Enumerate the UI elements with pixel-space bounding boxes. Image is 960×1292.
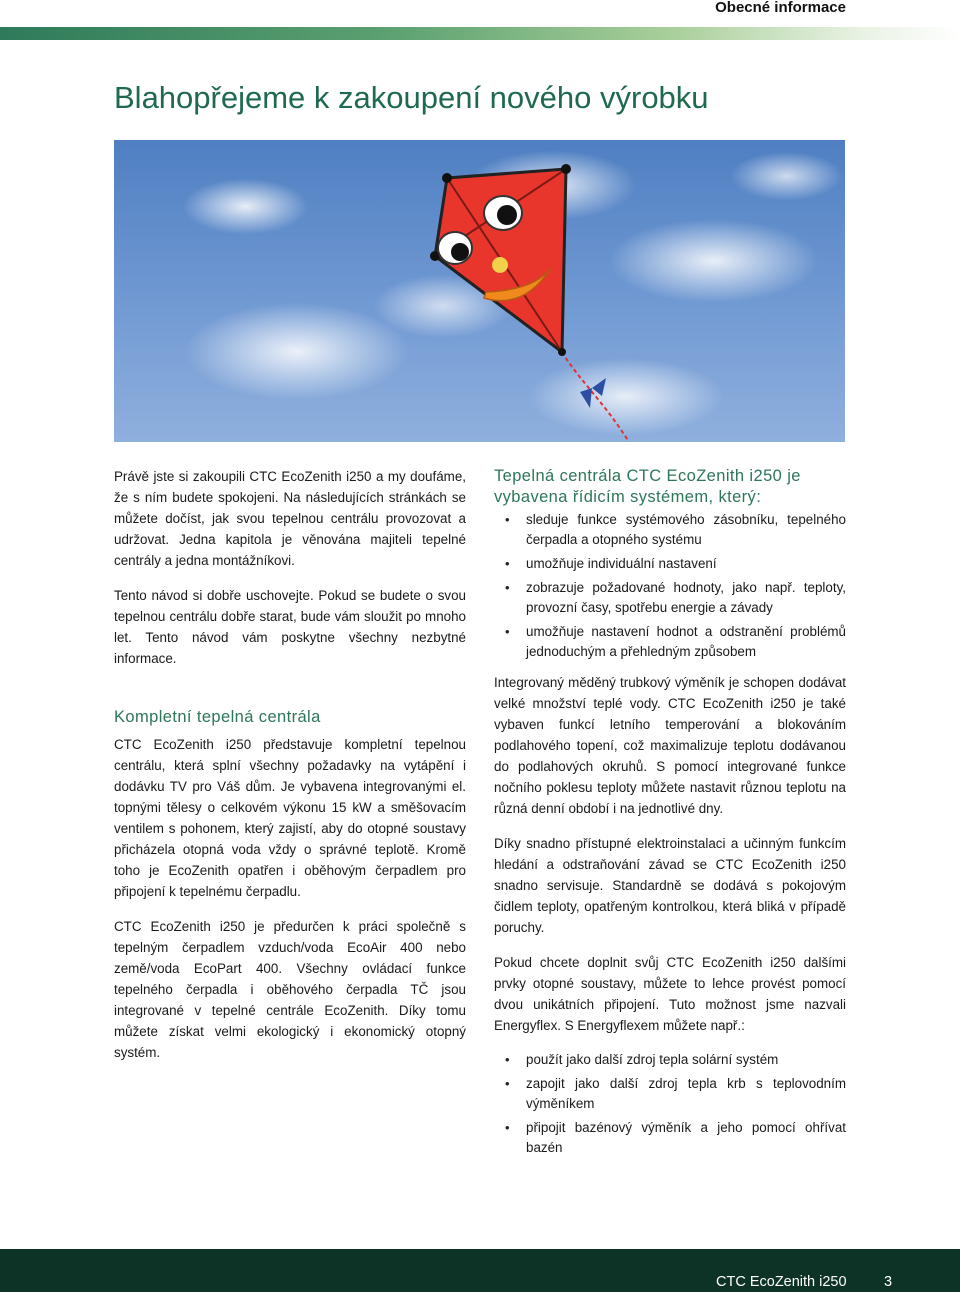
section-label: Obecné informace bbox=[715, 0, 846, 16]
right-column bbox=[494, 466, 846, 1168]
page-title: Blahopřejeme k zakoupení nového výrobku bbox=[114, 80, 709, 115]
list-item: • zobrazuje požadované hodnoty, jako např. teploty, provozní časy, spotřebu energie a závady bbox=[494, 578, 846, 618]
body-paragraph: Integrovaný měděný trubkový výměník je schopen dodávat velké množství teplé vody. CTC EcoZenith i250 je také vybaven funkcí letního temperování a blokováním podlahového topení, což maximalizuje teplotu dodávanou do podlahových okruhů. S pomocí integrované funkce nočního poklesu teploty můžete nastavit různou teplotu na různá denní období i na jednotlivé dny. bbox=[494, 675, 846, 816]
section-heading: Tepelná centrála CTC EcoZenith i250 je vybavena řídicím systémem, který: bbox=[494, 467, 801, 506]
header-gradient-bar bbox=[0, 27, 960, 40]
list-item: • umožňuje nastavení hodnot a odstranění problémů jednoduchým a přehledným způsobem bbox=[494, 622, 846, 662]
energyflex-list bbox=[494, 1050, 846, 1158]
footer-product-name: CTC EcoZenith i250 bbox=[716, 1274, 847, 1290]
body-paragraph: Díky snadno přístupné elektroinstalaci a učinným funkcím hledání a odstraňování závad se CTC EcoZenith i250 snadno servisuje. Standardně se dodává s pokojovým čidlem teploty, opatřeným kontrolkou, která bliká v případě poruchy. bbox=[494, 836, 846, 935]
list-item: • zapojit jako další zdroj tepla krb s teplovodním výměníkem bbox=[494, 1074, 846, 1114]
list-item: • použít jako další zdroj tepla solární systém bbox=[494, 1050, 846, 1070]
kite-icon bbox=[114, 140, 845, 442]
list-item: • sleduje funkce systémového zásobníku, tepelného čerpadla a otopného systému bbox=[494, 510, 846, 550]
intro-paragraph: Tento návod si dobře uschovejte. Pokud se budete o svou tepelnou centrálu dobře starat, bude vám sloužit po mnoho let. Tento návod vám poskytne všechny nezbytné informace. bbox=[114, 588, 466, 666]
page-number: 3 bbox=[884, 1274, 893, 1290]
control-features-list bbox=[494, 510, 846, 662]
left-column bbox=[114, 466, 466, 1077]
body-paragraph: Pokud chcete doplnit svůj CTC EcoZenith i250 dalšími prvky otopné soustavy, můžete to lehce provést pomocí dvou unikátních připojení. Tuto možnost jsme nazvali Energyflex. S Energyflexem můžete např.: bbox=[494, 955, 846, 1033]
section-paragraph: CTC EcoZenith i250 představuje kompletní tepelnou centrálu, která splní všechny požadavky na vytápění i dodávku TV pro Váš dům. Je vybavena integrovanými el. topnými tělesy o celkovém výkonu 15 kW a směšovacím ventilem s pohonem, který zajistí, aby do otopné soustavy přicházela otopná voda vždy o správné teplotě. Kromě toho je EcoZenith opatřen i oběhovým čerpadlem pro připojení k tepelnému čerpadlu. bbox=[114, 737, 466, 899]
kite-photo bbox=[114, 140, 845, 442]
section-paragraph: CTC EcoZenith i250 je předurčen k práci společně s tepelným čerpadlem vzduch/voda EcoAir 400 nebo země/voda EcoPart 400. Všechny ovládací funkce tepelného čerpadla i oběhového čerpadla TČ jsou integrované v tepelné centrále EcoZenith. Díky tomu můžete získat velmi ekologický i ekonomický otopný systém. bbox=[114, 919, 466, 1060]
list-item: • umožňuje individuální nastavení bbox=[494, 554, 846, 574]
list-item: • připojit bazénový výměník a jeho pomocí ohřívat bazén bbox=[494, 1118, 846, 1158]
intro-paragraph: Právě jste si zakoupili CTC EcoZenith i250 a my doufáme, že s ním budete spokojeni. Na následujících stránkách se můžete dočíst, jak svou tepelnou centrálu provozovat a udržovat. Jedna kapitola je věnována majiteli tepelné centrály a jedna montážníkovi. bbox=[114, 469, 466, 568]
section-heading: Kompletní tepelná centrála bbox=[114, 708, 321, 726]
